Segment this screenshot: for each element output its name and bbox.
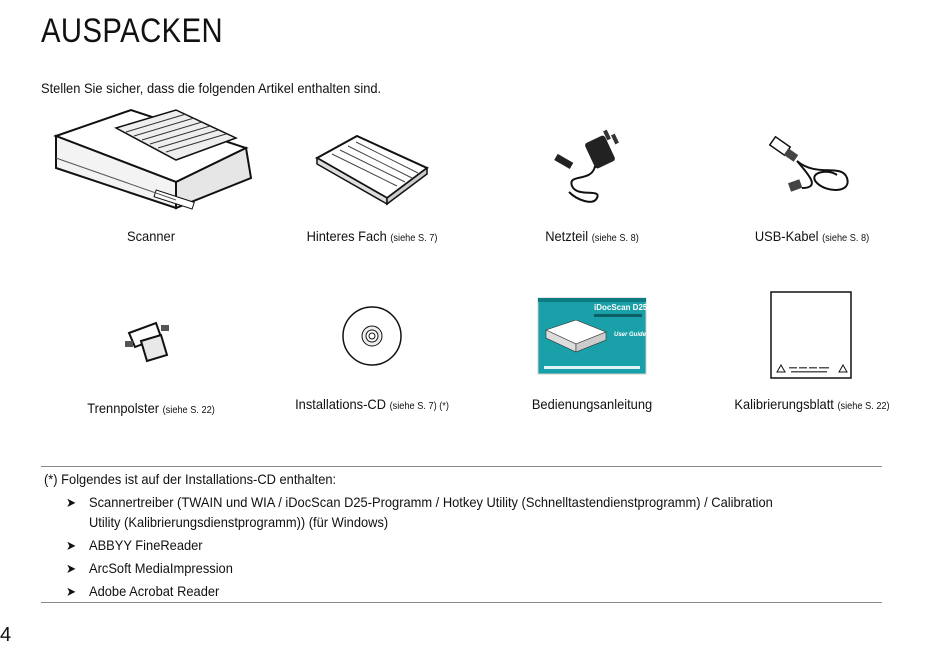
arrow-bullet-icon: ➤ [66, 538, 77, 553]
list-item: ➤ ABBYY FineReader [66, 535, 802, 555]
separation-pad-image [36, 280, 266, 400]
calibration-sheet-image [697, 276, 927, 396]
arrow-bullet-icon: ➤ [66, 495, 77, 510]
user-manual-image [477, 276, 707, 396]
item-installation-cd [257, 276, 487, 412]
arrow-bullet-icon: ➤ [66, 561, 77, 576]
item-rear-tray [257, 108, 487, 244]
item-ref: (siehe S. 7) (*) [389, 401, 449, 412]
arrow-bullet-icon: ➤ [66, 584, 77, 599]
divider-top [41, 466, 882, 467]
cd-contents-list [66, 492, 866, 604]
cd-note-intro: (*) Folgendes ist auf der Installations-CD enthalten: [44, 471, 337, 487]
power-adapter-image [477, 108, 707, 228]
item-label: Trennpolster [87, 400, 160, 416]
item-label: Scanner [127, 228, 175, 244]
item-ref: (siehe S. 7) [390, 233, 438, 244]
item-label: Bedienungsanleitung [531, 396, 653, 412]
item-ref: (siehe S. 22) [162, 405, 215, 416]
list-item: ➤ ArcSoft MediaImpression [66, 558, 802, 578]
item-usb-cable [697, 108, 927, 244]
usb-cable-image [697, 108, 927, 228]
divider-bottom [41, 602, 882, 603]
item-label: Hinteres Fach [306, 228, 387, 244]
item-label: Netzteil [545, 228, 589, 244]
item-calibration-sheet [697, 276, 927, 412]
scanner-image [36, 108, 266, 228]
list-item: ➤ Adobe Acrobat Reader [66, 581, 802, 601]
item-power-adapter [477, 108, 707, 244]
list-item: ➤ Scannertreiber (TWAIN und WIA / iDocScan D25-Programm / Hotkey Utility (Schnelltastendienstprogramm) / Calibration Utility (Kalibrierungsdienstprogramm)) (für Windows) [66, 494, 773, 530]
item-label: Installations-CD [295, 396, 387, 412]
intro-text: Stellen Sie sicher, dass die folgenden Artikel enthalten sind. [41, 80, 382, 96]
item-user-manual [477, 276, 707, 412]
item-ref: (siehe S. 8) [822, 233, 870, 244]
item-ref: (siehe S. 22) [837, 401, 890, 412]
item-scanner [36, 108, 266, 244]
item-ref: (siehe S. 8) [591, 233, 639, 244]
manual-subtitle: User Guide [614, 332, 647, 338]
manual-brand: iDocScan D25 [594, 303, 648, 312]
page-number: 4 [0, 624, 12, 646]
cd-image [257, 276, 487, 396]
page-title: AUSPACKEN [41, 12, 224, 50]
item-label: USB-Kabel [754, 228, 819, 244]
rear-tray-image [257, 108, 487, 228]
item-separation-pad [36, 280, 266, 416]
item-label: Kalibrierungsblatt [734, 396, 834, 412]
